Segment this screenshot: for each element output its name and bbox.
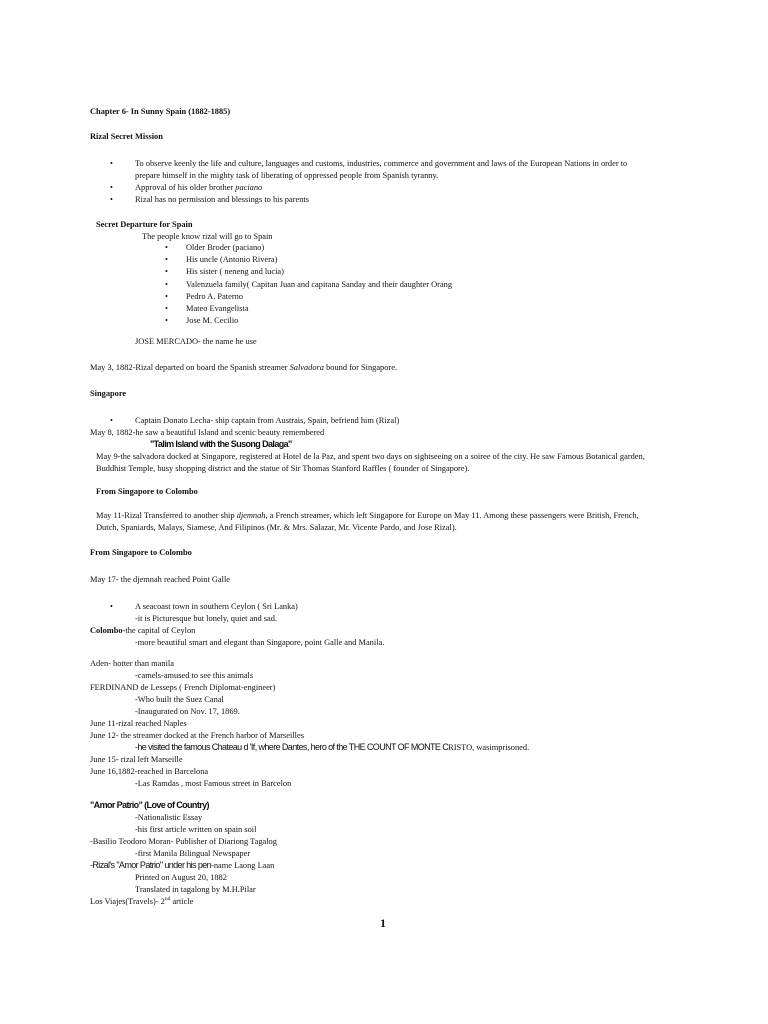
june12-entry: June 12- the streamer docked at the French harbor of Marseilles — [90, 731, 304, 740]
basilio-entry: -Basilio Teodoro Moran- Publisher of Diariong Tagalog — [90, 837, 277, 846]
may3-entry: May 3, 1882-Rizal departed on board the Spanish streamer Salvadora bound for Singapore. — [90, 363, 398, 372]
chateau-note: -he visited the famous Chateau d 'If, where Dantes, hero of the THE COUNT OF MONTE CRISTO, wasimprisoned. — [135, 742, 530, 752]
may17-entry: May 17- the djemnah reached Point Galle — [90, 575, 231, 584]
bilingual-note: -first Manila Bilingual Newspaper — [135, 849, 251, 858]
captain-item: • Captain Donato Lecha- ship captain from Austrais, Spain, befriend him (Rizal) — [135, 415, 399, 427]
alias-note: JOSE MERCADO- the name he use — [135, 337, 257, 346]
may11-line-1: May 11-Rizal Transferred to another ship djemnah, a French streamer, which left Singapore for Europe on May 11. Among these passengers were British, French, — [96, 511, 639, 520]
colombo-entry: Colombo-the capital of Ceylon — [90, 626, 196, 635]
person-item: • Mateo Evangelista — [186, 303, 249, 315]
viajes-entry: Los Viajes(Travels)- 2nd article — [90, 896, 194, 906]
suez-note: -Who built the Suez Canal — [135, 695, 224, 704]
section-heading-amor-patrio: "Amor Patrio" (Love of Country) — [90, 800, 209, 810]
june11-entry: June 11-rizal reached Naples — [90, 719, 187, 728]
mission-item-3: • Rizal has no permission and blessings to his parents — [135, 194, 309, 206]
section-heading-secret-departure: Secret Departure for Spain — [96, 220, 193, 229]
first-article-note: -his first article written on spain soil — [135, 825, 257, 834]
june15-entry: June 15- rizal left Marseille — [90, 755, 183, 764]
inaugurated-note: -Inaugurated on Nov. 17, 1869. — [135, 707, 240, 716]
galle-note: -it is Picturesque but lonely, quiet and sad. — [135, 614, 278, 623]
chapter-title: Chapter 6- In Sunny Spain (1882-1885) — [90, 107, 231, 116]
printed-note: Printed on August 20, 1882 — [135, 873, 227, 882]
galle-item: • A seacoast town in southern Ceylon ( Sri Lanka) — [135, 601, 298, 613]
section-heading-colombo-2: From Singapore to Colombo — [90, 548, 192, 557]
page-number: 1 — [380, 916, 386, 930]
camels-note: -camels-amused to see this animals — [135, 671, 254, 680]
may11-line-2: Dutch, Spaniards, Malays, Siamese, And Filipinos (Mr. & Mrs. Salazar, Mr. Vicente Pardo, and Jose Rizal). — [96, 523, 457, 532]
person-item: • His uncle (Antonio Rivera) — [186, 254, 277, 266]
person-item: • His sister ( neneng and lucia) — [186, 266, 284, 278]
person-item: • Jose M. Cecilio — [186, 315, 238, 327]
talim-quote: "Talim Island with the Susong Dalaga" — [150, 439, 292, 449]
essay-note: -Nationalistic Essay — [135, 813, 203, 822]
person-item: • Valenzuela family( Capitan Juan and capitana Sanday and their daughter Orang — [186, 279, 452, 291]
aden-entry: Aden- hotter than manila — [90, 659, 174, 668]
departure-intro: The people know rizal will go to Spain — [142, 232, 273, 241]
person-item: • Pedro A. Paterno — [186, 291, 243, 303]
ramdas-note: -Las Ramdas , most Famous street in Barcelon — [135, 779, 292, 788]
may8-entry: May 8, 1882-he saw a beautiful Island and scenic beauty remembered — [90, 428, 325, 437]
colombo-note: -more beautiful smart and elegant than Singapore, point Galle and Manila. — [135, 638, 385, 647]
person-item: • Older Broder (paciano) — [186, 242, 264, 254]
may9-line-2: Buddhist Temple, busy shopping district and the statue of Sir Thomas Stanford Raffles ( founder of Singapore). — [96, 464, 470, 473]
may9-line-1: May 9-the salvadora docked at Singapore, registered at Hotel de la Paz, and spent two days on sightseeing on a soiree of the city. He saw Famous Botanical garden, — [96, 452, 645, 461]
mission-item-1-cont: prepare himself in the mighty task of liberating of oppressed people from Spanish tyranny. — [135, 171, 439, 180]
mission-item-2: • Approval of his older brother paciano — [135, 182, 262, 194]
ferdinand-entry: FERDINAND de Lesseps ( French Diplomat-engineer) — [90, 683, 276, 692]
pen-name-entry: -Rizal's "Amor Patrio" under his pen-name Laong Laan — [90, 860, 275, 870]
june16-entry: June 16,1882-reached in Barcelona — [90, 767, 209, 776]
mission-item-1: • To observe keenly the life and culture, languages and customs, industries, commerce and government and laws of the European Nations in order to — [135, 158, 627, 170]
section-heading-singapore: Singapore — [90, 389, 127, 398]
section-heading-secret-mission: Rizal Secret Mission — [90, 132, 163, 141]
section-heading-colombo-1: From Singapore to Colombo — [96, 487, 198, 496]
translated-note: Translated in tagalong by M.H.Pilar — [135, 885, 256, 894]
